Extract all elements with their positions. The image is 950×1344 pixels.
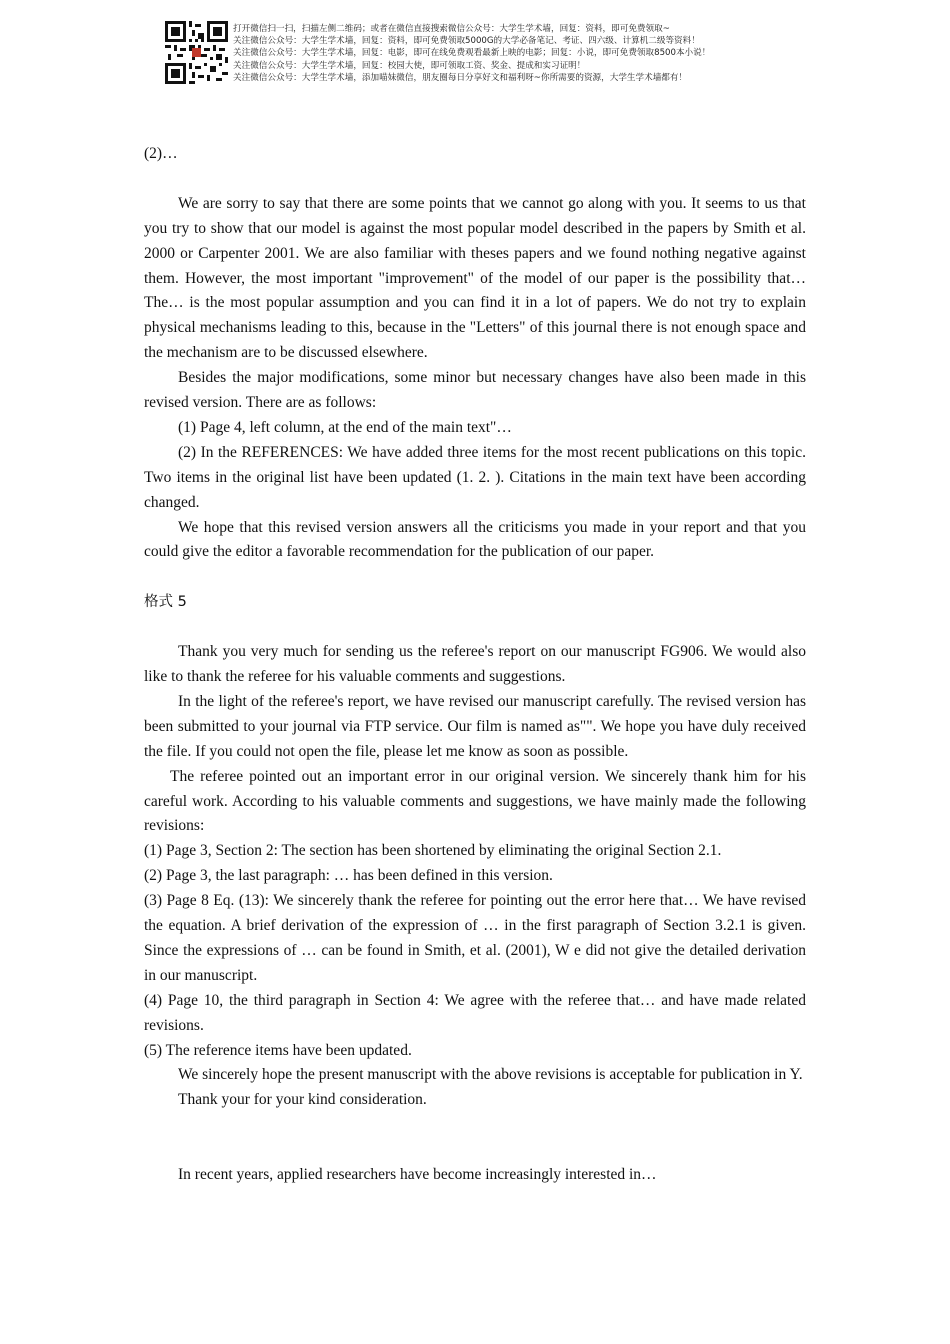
section-heading: (2)… xyxy=(144,145,178,162)
format-heading: 格式 5 xyxy=(144,594,187,611)
banner-line: 关注微信公众号：大学生学术墙，添加喵妹微信，朋友圈每日分享好文和福利呀~你所需要的资源，大学生学术墙都有！ xyxy=(233,72,688,83)
list-item: (2) In the REFERENCES: We have added three items for the most recent publications on this topic. Two items in the original list have been updated (1. 2. ). Citations in the main text have been according changed. xyxy=(144,443,806,511)
paragraph: In recent years, applied researchers have become increasingly interested in… xyxy=(178,1166,657,1184)
spacer xyxy=(144,615,806,640)
list-item: (1) Page 4, left column, at the end of the main text"… xyxy=(178,418,512,436)
paragraph: Thank you very much for sending us the referee's report on our manuscript FG906. We would also like to thank the referee for his valuable comments and suggestions. xyxy=(144,643,806,685)
paragraph: Besides the major modifications, some minor but necessary changes have also been made in this revised version. There are as follows: xyxy=(144,369,806,412)
list-item: (4) Page 10, the third paragraph in Section 4: We agree with the referee that… and have made related revisions. xyxy=(144,991,806,1034)
document-body xyxy=(144,142,806,1188)
spacer xyxy=(144,1113,806,1163)
banner-line: 关注微信公众号：大学生学术墙，回复：资料，即可免费领取5000G的大学必备笔记、考证、四六级、计算机二级等资料！ xyxy=(233,36,700,47)
banner-line: 打开微信扫一扫，扫描左侧二维码；或者在微信直接搜索微信公众号：大学生学术墙，回复：资料，即可免费领取~ xyxy=(233,24,670,34)
paragraph: In the light of the referee's report, we have revised our manuscript carefully. The revised version has been submitted to your journal via FTP service. Our film is named as"". We hope you have duly received the file. If you could not open the file, please let me know as soon as possible. xyxy=(144,692,806,760)
list-item: (1) Page 3, Section 2: The section has been shortened by eliminating the original Section 2.1. xyxy=(144,842,722,860)
header-banner xyxy=(165,20,745,86)
paragraph: The referee pointed out an important error in our original version. We sincerely thank him for his careful work. According to his valuable comments and suggestions, we have mainly made the following revisions: xyxy=(144,767,806,835)
paragraph: We sincerely hope the present manuscript with the above revisions is acceptable for publication in Y. xyxy=(178,1066,803,1084)
paragraph: We hope that this revised version answers all the criticisms you made in your report and that you could give the editor a favorable recommendation for the publication of our paper. xyxy=(144,518,806,561)
spacer xyxy=(144,167,806,192)
list-item: (2) Page 3, the last paragraph: … has been defined in this version. xyxy=(144,867,553,885)
list-item: (3) Page 8 Eq. (13): We sincerely thank the referee for pointing out the error here that… We have revised the equation. A brief derivation of the expression of … in the first paragraph of Section 3.2.1 is given. Since the expressions of … can be found in Smith, et al. (2001), W e did not give the detailed derivation in our manuscript. xyxy=(144,892,806,984)
qr-code-icon xyxy=(165,21,228,84)
list-item: (5) The reference items have been updated. xyxy=(144,1041,412,1059)
paragraph: We are sorry to say that there are some points that we cannot go along with you. It seems to us that you try to show that our model is against the most popular model described in the papers by Smith et al. 2000 or Carpenter 2001. We are also familiar with theses papers and we found nothing negative against them. However, the most important "improvement" of the model of our paper is the possibility that… The… is the most popular assumption and you can find it in a lot of papers. We do not try to explain physical mechanisms leading to this, because in the "Letters" of this journal there is not enough space and the mechanism are to be discussed elsewhere. xyxy=(144,194,806,362)
banner-line: 关注微信公众号：大学生学术墙，回复：电影，即可在线免费观看最新上映的电影；回复：小说，即可免费领取8500本小说！ xyxy=(233,48,711,59)
paragraph: Thank your for your kind consideration. xyxy=(178,1091,427,1109)
spacer xyxy=(144,565,806,590)
banner-text xyxy=(233,23,710,84)
banner-line: 关注微信公众号：大学生学术墙，回复：校园大使，即可领取工资、奖金、提成和实习证明！ xyxy=(233,60,586,71)
